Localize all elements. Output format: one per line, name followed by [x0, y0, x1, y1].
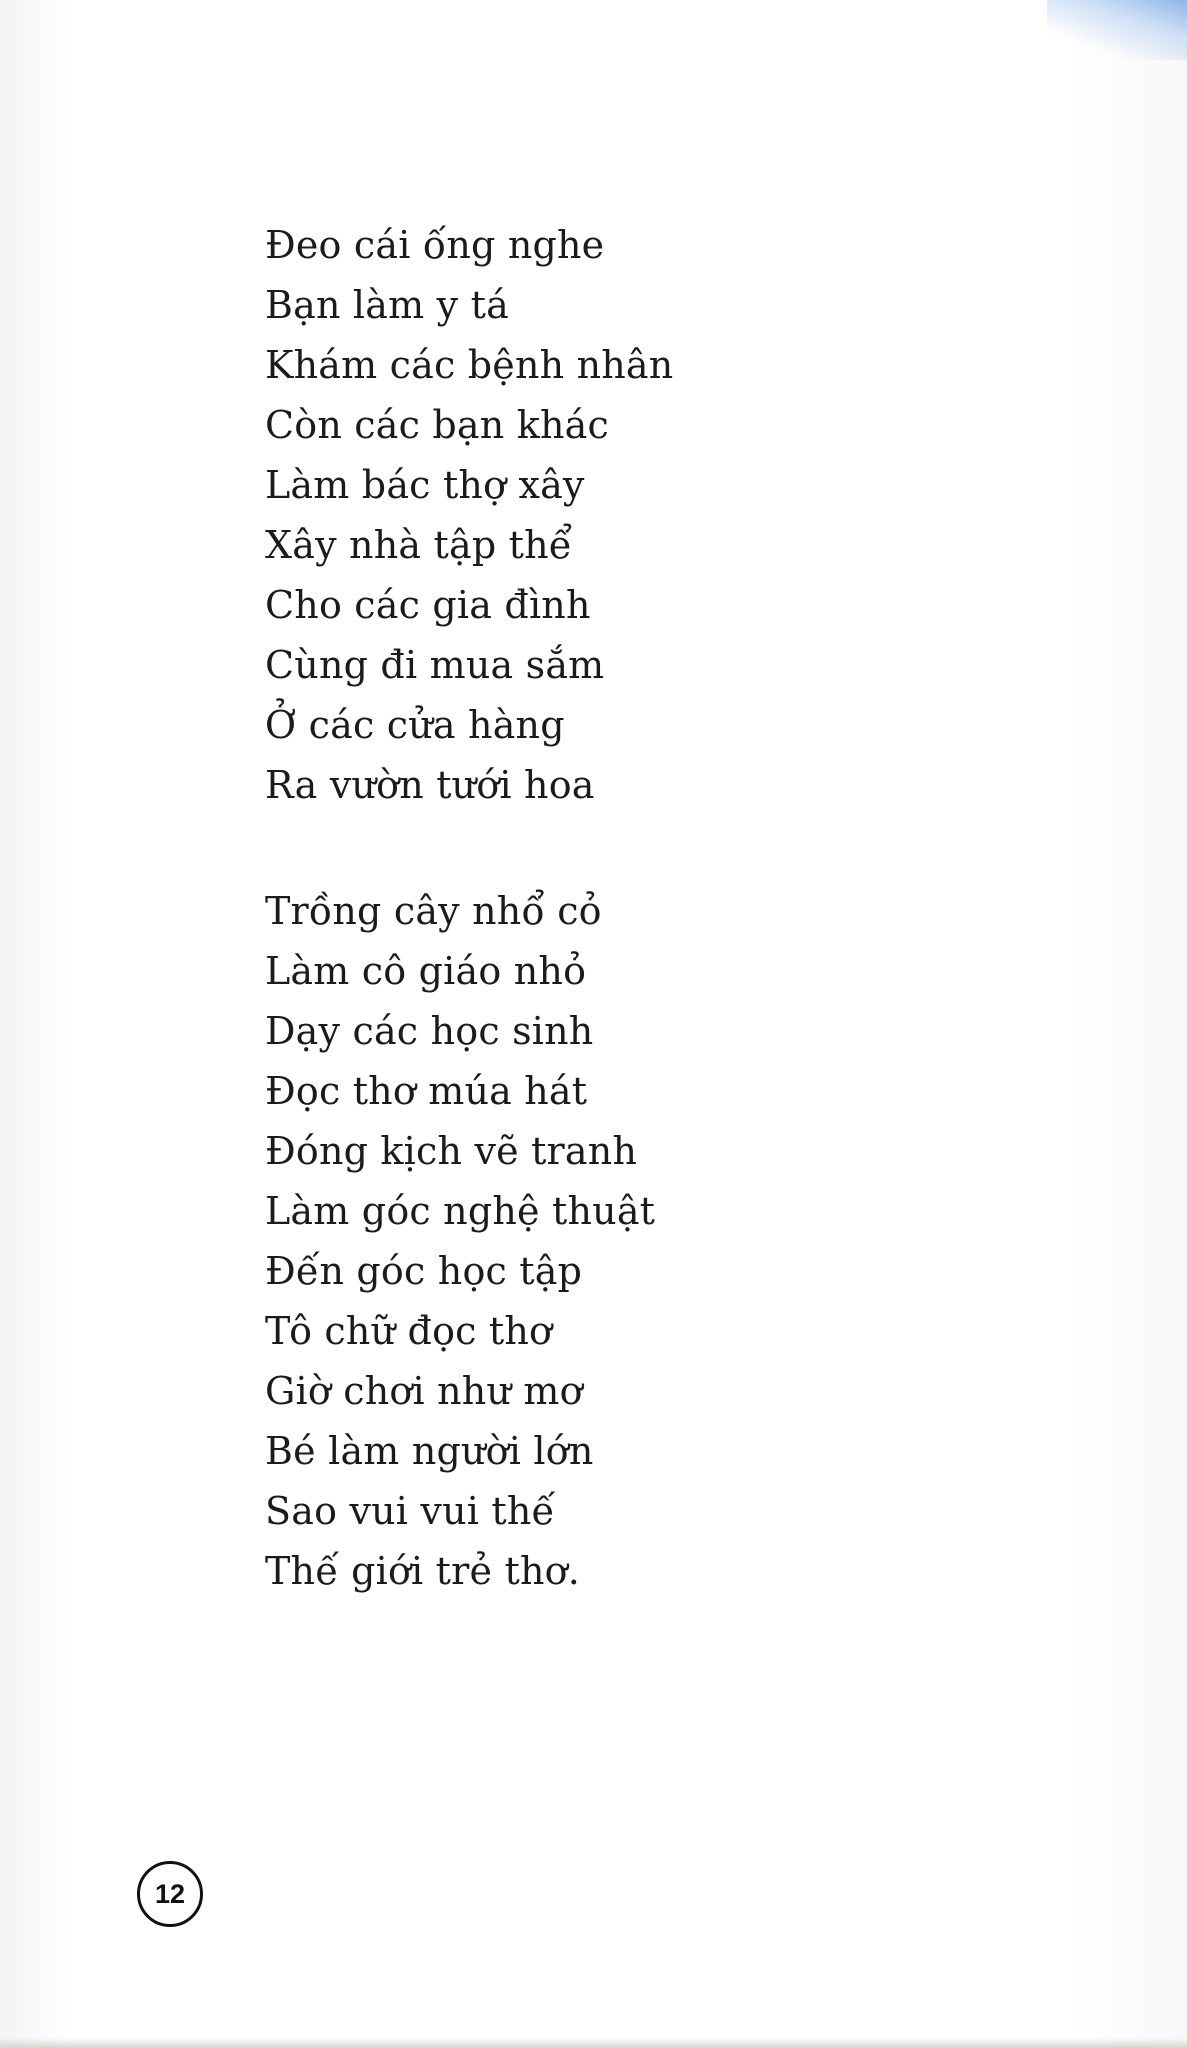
- poem-line: Cho các gia đình: [265, 583, 591, 627]
- poem-line: Làm cô giáo nhỏ: [265, 949, 587, 993]
- poem-line: Đeo cái ống nghe: [265, 223, 605, 267]
- poem-body: [265, 215, 673, 1601]
- poem-line: Làm góc nghệ thuật: [265, 1189, 656, 1233]
- page-bottom-edge: [0, 2038, 1187, 2048]
- poem-line: Thế giới trẻ thơ.: [265, 1549, 580, 1593]
- page-number: 12: [137, 1861, 203, 1927]
- poem-line: Ở các cửa hàng: [265, 703, 565, 747]
- page-corner-shading: [1047, 0, 1187, 60]
- poem-line: Bạn làm y tá: [265, 283, 509, 327]
- poem-line: Cùng đi mua sắm: [265, 643, 605, 687]
- poem-line: Dạy các học sinh: [265, 1009, 594, 1053]
- poem-line: Ra vườn tưới hoa: [265, 763, 595, 807]
- stanza-2: [265, 881, 673, 1601]
- poem-line: Sao vui vui thế: [265, 1489, 556, 1533]
- poem-line: Tô chữ đọc thơ: [265, 1309, 553, 1353]
- poem-line: Đến góc học tập: [265, 1249, 583, 1293]
- poem-line: Bé làm người lớn: [265, 1429, 594, 1473]
- poem-line: Làm bác thợ xây: [265, 463, 585, 507]
- poem-line: Giờ chơi như mơ: [265, 1369, 583, 1413]
- poem-line: Xây nhà tập thể: [265, 523, 573, 567]
- poem-line: Đóng kịch vẽ tranh: [265, 1129, 638, 1173]
- poem-line: Đọc thơ múa hát: [265, 1069, 588, 1113]
- poem-line: Khám các bệnh nhân: [265, 343, 674, 387]
- stanza-1: [265, 215, 673, 815]
- poem-line: Còn các bạn khác: [265, 403, 609, 447]
- poem-line: Trồng cây nhổ cỏ: [265, 889, 602, 933]
